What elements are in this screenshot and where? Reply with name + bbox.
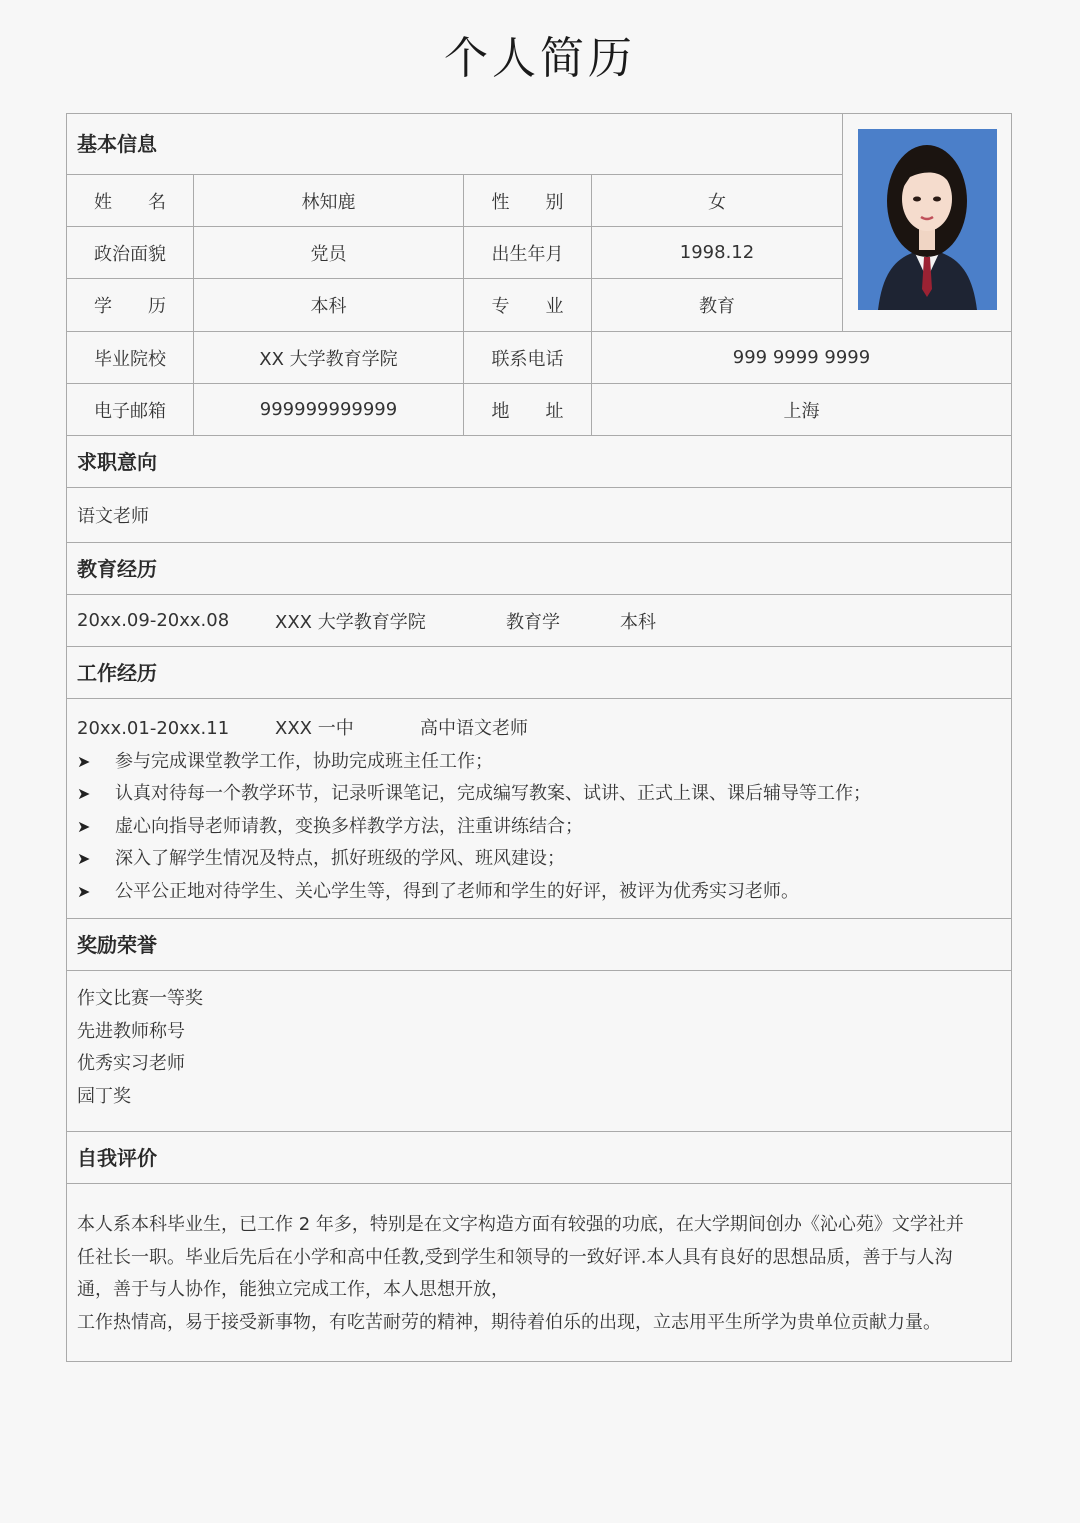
value-phone: 999 9999 9999 bbox=[732, 347, 871, 368]
section-heading-education: 教育经历 bbox=[67, 543, 1011, 595]
list-item: 园丁奖 bbox=[77, 1085, 131, 1107]
info-row bbox=[67, 175, 842, 227]
work-org: XXX 一中 bbox=[275, 718, 354, 739]
label-email: 电子邮箱 bbox=[67, 384, 194, 435]
education-school: XXX 大学教育学院 bbox=[275, 611, 426, 633]
intent-value bbox=[67, 488, 1011, 543]
label-address: 地 址 bbox=[464, 384, 592, 435]
work-item-text: 虚心向指导老师请教，变换多样教学方法，注重讲练结合； bbox=[115, 815, 583, 837]
self-evaluation-line: 任社长一职。毕业后先后在小学和高中任教,受到学生和领导的一致好评.本人具有良好的思想品质，善于与人沟 bbox=[77, 1246, 953, 1268]
section-heading-work: 工作经历 bbox=[67, 647, 1011, 699]
label-school: 毕业院校 bbox=[67, 332, 194, 383]
value-degree: 本科 bbox=[194, 279, 464, 331]
label-gender: 性 别 bbox=[464, 175, 592, 226]
label-phone: 联系电话 bbox=[464, 332, 592, 383]
awards-block bbox=[67, 971, 1011, 1132]
section-heading-self: 自我评价 bbox=[67, 1132, 1011, 1184]
value-political: 党员 bbox=[194, 227, 464, 278]
work-item-text: 认真对待每一个教学环节，记录听课笔记，完成编写教案、试讲、正式上课、课后辅导等工作； bbox=[115, 783, 871, 804]
label-name: 姓 名 bbox=[67, 175, 194, 226]
list-item bbox=[77, 778, 1001, 811]
section-heading-basic: 基本信息 bbox=[67, 114, 842, 175]
list-item: 优秀实习老师 bbox=[77, 1053, 185, 1074]
self-evaluation-line: 通，善于与人协作，能独立完成工作，本人思想开放， bbox=[77, 1279, 509, 1300]
info-row bbox=[67, 384, 1011, 436]
self-evaluation-line: 本人系本科毕业生，已工作 2 年多，特别是在文字构造方面有较强的功底，在大学期间创办《沁心苑》文学社并 bbox=[77, 1214, 964, 1235]
work-header bbox=[77, 713, 1001, 746]
basic-info-block bbox=[67, 114, 1011, 332]
arrow-icon: ➤ bbox=[77, 849, 91, 868]
list-item: 作文比赛一等奖 bbox=[77, 988, 203, 1009]
work-block bbox=[67, 699, 1011, 919]
info-row bbox=[67, 279, 842, 331]
work-period: 20xx.01-20xx.11 bbox=[77, 718, 230, 739]
self-evaluation-line: 工作热情高，易于接受新事物，有吃苦耐劳的精神，期待着伯乐的出现，立志用平生所学为贵单位贡献力量。 bbox=[77, 1311, 941, 1333]
education-row bbox=[67, 595, 1011, 647]
education-major: 教育学 bbox=[506, 611, 560, 633]
list-item bbox=[77, 811, 1001, 844]
education-period: 20xx.09-20xx.08 bbox=[77, 610, 230, 631]
value-major: 教育 bbox=[699, 296, 735, 317]
list-item bbox=[77, 746, 1001, 779]
value-gender: 女 bbox=[708, 191, 726, 213]
arrow-icon: ➤ bbox=[77, 784, 91, 803]
label-degree: 学 历 bbox=[67, 279, 194, 331]
list-item: 先进教师称号 bbox=[77, 1020, 185, 1042]
section-heading-awards: 奖励荣誉 bbox=[67, 919, 1011, 971]
self-evaluation-block bbox=[67, 1184, 1011, 1361]
section-heading-intent: 求职意向 bbox=[67, 436, 1011, 488]
value-school: XX 大学教育学院 bbox=[194, 332, 464, 383]
photo-cell bbox=[843, 114, 1011, 331]
label-major: 专 业 bbox=[464, 279, 592, 331]
info-row bbox=[67, 332, 1011, 384]
label-birth: 出生年月 bbox=[464, 227, 592, 278]
value-birth: 1998.12 bbox=[679, 242, 755, 263]
value-address: 上海 bbox=[783, 400, 820, 422]
resume-table bbox=[66, 113, 1012, 1362]
info-row bbox=[67, 227, 842, 279]
work-item-text: 深入了解学生情况及特点，抓好班级的学风、班风建设； bbox=[115, 848, 565, 869]
work-item-text: 公平公正地对待学生、关心学生等，得到了老师和学生的好评，被评为优秀实习老师。 bbox=[115, 880, 799, 902]
page-title: 个人简历 bbox=[444, 33, 636, 84]
profile-photo bbox=[858, 129, 997, 310]
intent-text: 语文老师 bbox=[77, 506, 149, 527]
list-item bbox=[77, 843, 1001, 876]
work-item-text: 参与完成课堂教学工作，协助完成班主任工作； bbox=[115, 750, 493, 772]
education-degree: 本科 bbox=[620, 611, 656, 633]
label-political: 政治面貌 bbox=[67, 227, 194, 278]
work-role: 高中语文老师 bbox=[420, 718, 528, 739]
arrow-icon: ➤ bbox=[77, 751, 91, 771]
arrow-icon: ➤ bbox=[77, 816, 91, 836]
arrow-icon: ➤ bbox=[77, 881, 91, 901]
list-item bbox=[77, 876, 1001, 909]
value-email: 999999999999 bbox=[194, 384, 464, 435]
value-name: 林知鹿 bbox=[194, 175, 464, 226]
